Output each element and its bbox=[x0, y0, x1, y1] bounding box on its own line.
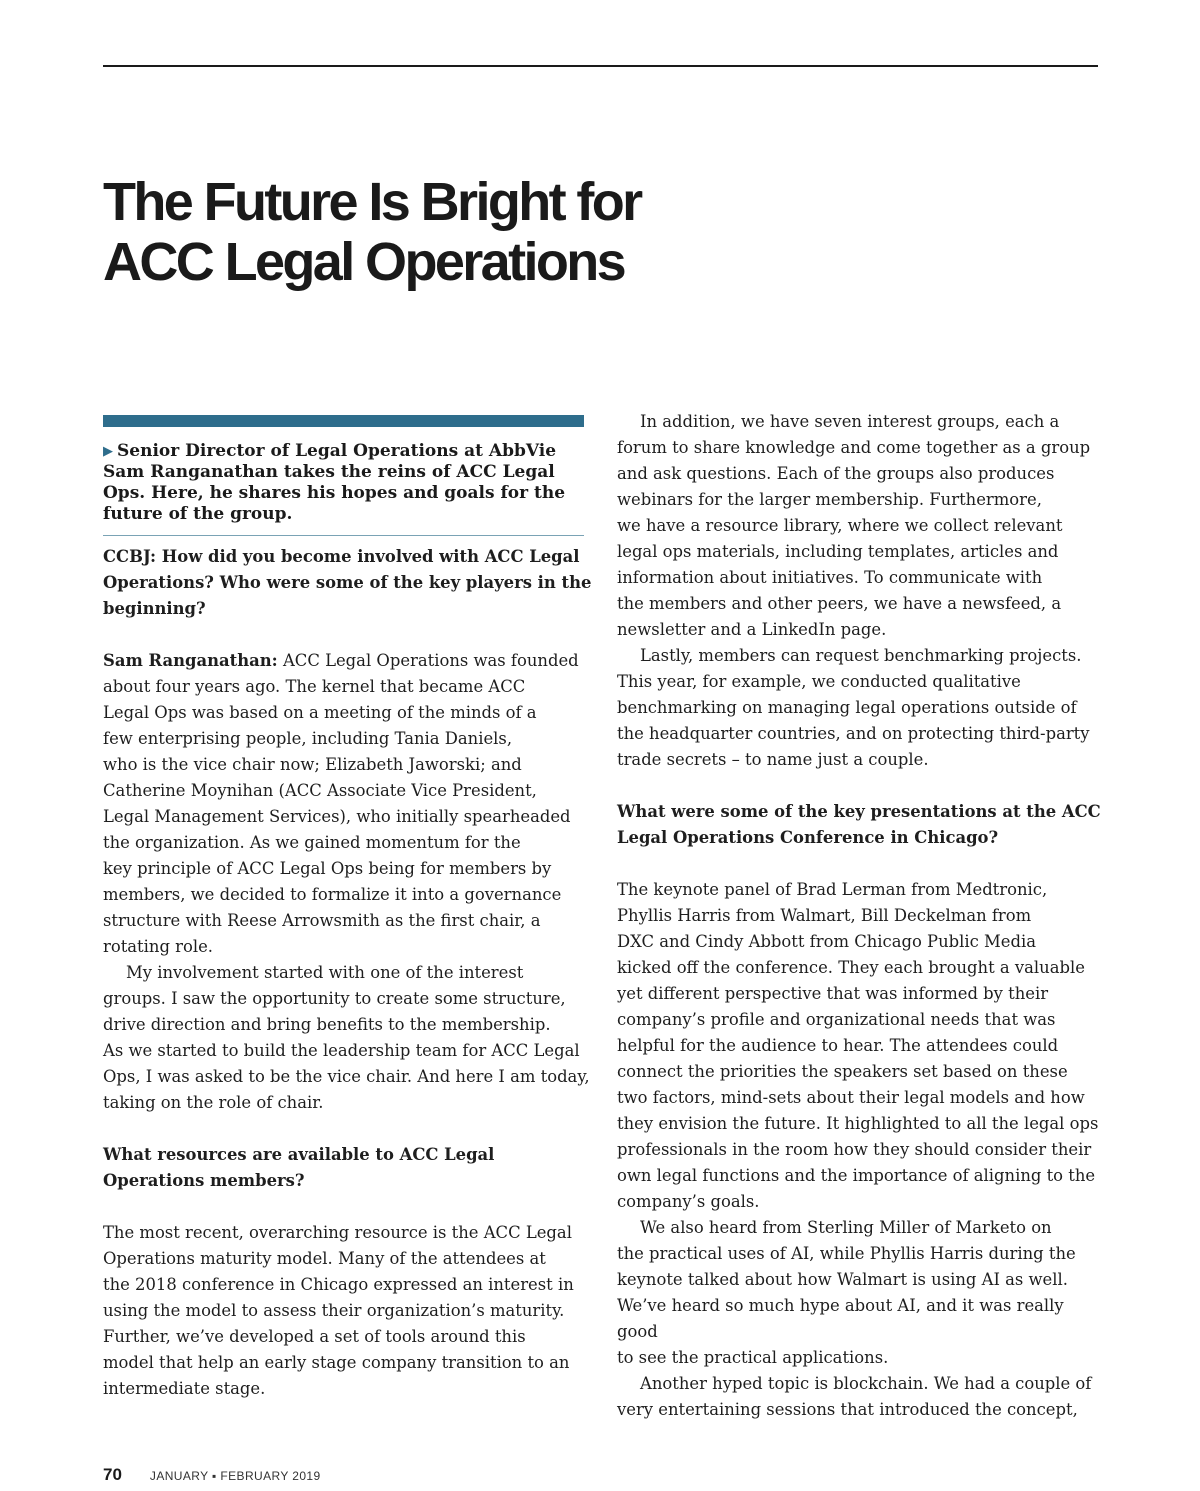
triangle-bullet-icon: ▶ bbox=[103, 444, 113, 459]
answer-1-paragraph-2: My involvement started with one of the interest groups. I saw the opportunity to create some structure, drive direction and bring benefits to the membership. As we started to build the leadership team for ACC Legal Ops, I was asked to be the vice chair. And here I am today, taking on the role of chair. bbox=[103, 963, 590, 1112]
answer-3-paragraph-2: We also heard from Sterling Miller of Marketo on the practical uses of AI, while Phyllis Harris during the keynote talked about how Walmart is using AI as well. We’ve heard so much hype about AI, and it was really good to see the practical applications. bbox=[617, 1218, 1076, 1367]
issue-date: JANUARY ▪ FEBRUARY 2019 bbox=[149, 1469, 321, 1483]
answer-2-paragraph-3: Lastly, members can request benchmarking projects. This year, for example, we conducted qualitative benchmarking on managing legal operations outside of the headquarter countries, and on protecting third-party trade secrets – to name just a couple. bbox=[617, 646, 1090, 769]
right-column bbox=[617, 409, 1107, 1423]
article-intro bbox=[103, 441, 593, 525]
intro-divider bbox=[103, 535, 584, 536]
answer-3-paragraph-3: Another hyped topic is blockchain. We had a couple of very entertaining sessions that introduced the concept, bbox=[617, 1374, 1092, 1419]
question-3: What were some of the key presentations at the ACC Legal Operations Conference in Chicago? bbox=[617, 802, 1101, 847]
title-line-1: The Future Is Bright for bbox=[103, 172, 641, 232]
left-column bbox=[103, 544, 593, 1402]
question-1: CCBJ: How did you become involved with ACC Legal Operations? Who were some of the key players in the beginning? bbox=[103, 547, 592, 618]
answer-2: The most recent, overarching resource is the ACC Legal Operations maturity model. Many of the attendees at the 2018 conference in Chicago expressed an interest in using the model to assess their organization’s maturity. Further, we’ve developed a set of tools around this model that help an early stage company transition to an intermediate stage. bbox=[103, 1223, 574, 1398]
accent-bar bbox=[103, 415, 584, 427]
article-title bbox=[103, 172, 641, 292]
answer-1-text: ACC Legal Operations was founded about four years ago. The kernel that became ACC Legal Ops was based on a meeting of the minds of a few enterprising people, including Tania Daniels, who is the vice chair now; Elizabeth Jaworski; and Catherine Moynihan (ACC Associate Vice President, Legal Management Services), who initially spearheaded the organization. As we gained momentum for the key principle of ACC Legal Ops being for members by members, we decided to formalize it into a governance structure with Reese Arrowsmith as the first chair, a rotating role. bbox=[103, 651, 579, 956]
answer-3: The keynote panel of Brad Lerman from Medtronic, Phyllis Harris from Walmart, Bill Deckelman from DXC and Cindy Abbott from Chicago Public Media kicked off the conference. They each brought a valuable yet different perspective that was informed by their company’s profile and organizational needs that was helpful for the audience to hear. The attendees could connect the priorities the speakers set based on these two factors, mind-sets about their legal models and how they envision the future. It highlighted to all the legal ops professionals in the room how they should consider their own legal functions and the importance of aligning to the company’s goals. bbox=[617, 880, 1099, 1211]
page-number: 70 bbox=[103, 1465, 122, 1484]
intro-text: Senior Director of Legal Operations at AbbVie Sam Ranganathan takes the reins of ACC Legal Ops. Here, he shares his hopes and goals for the future of the group. bbox=[103, 441, 566, 524]
speaker-name: Sam Ranganathan: bbox=[103, 651, 278, 670]
answer-1 bbox=[103, 648, 593, 960]
question-2: What resources are available to ACC Legal Operations members? bbox=[103, 1145, 495, 1190]
answer-2-paragraph-2: In addition, we have seven interest groups, each a forum to share knowledge and come together as a group and ask questions. Each of the groups also produces webinars for the larger membership. Furthermore, we have a resource library, where we collect relevant legal ops materials, including templates, articles and information about initiatives. To communicate with the members and other peers, we have a newsfeed, a newsletter and a LinkedIn page. bbox=[617, 412, 1091, 639]
title-line-2: ACC Legal Operations bbox=[103, 232, 625, 292]
page-footer bbox=[103, 1465, 321, 1489]
top-rule bbox=[103, 65, 1098, 67]
